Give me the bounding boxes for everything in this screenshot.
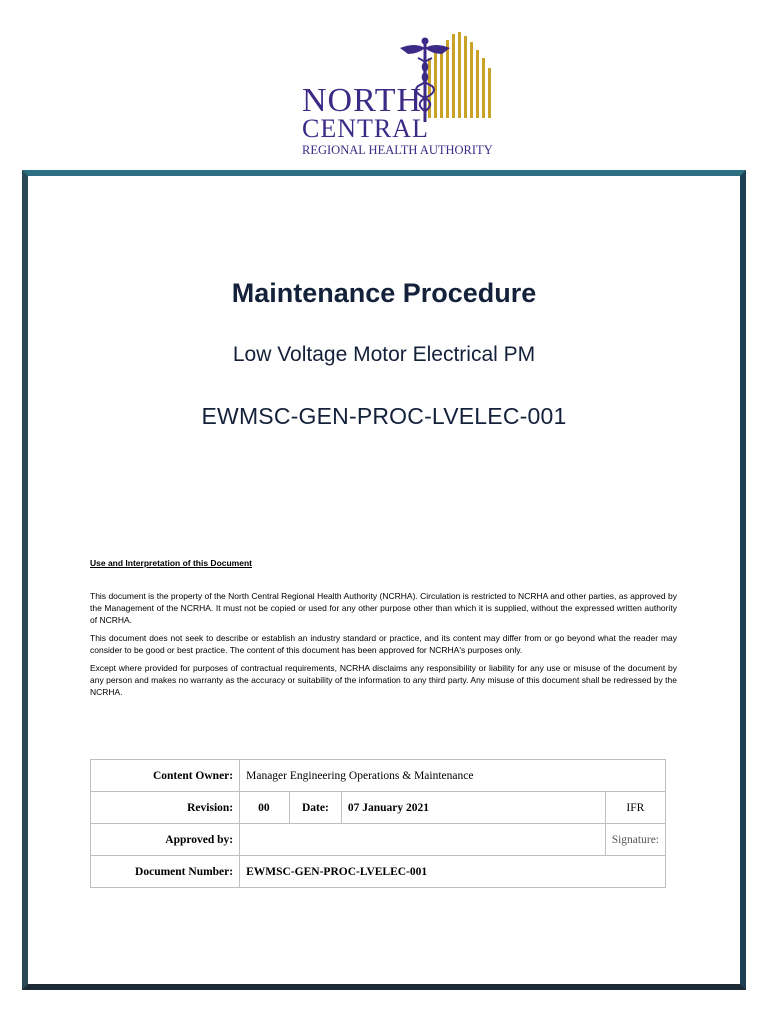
use-interpretation-heading: Use and Interpretation of this Document (90, 558, 252, 568)
content-owner-value: Manager Engineering Operations & Maintenance (240, 760, 666, 792)
approved-by-value (240, 824, 606, 856)
logo-central-text: CENTRAL (302, 114, 429, 143)
status-value: IFR (605, 792, 665, 824)
revision-value: 00 (240, 792, 290, 824)
table-row (91, 760, 666, 792)
disclaimer-paragraph: This document does not seek to describe or establish an industry standard or practice, and its content may differ from or go beyond what the reader may consider to be good or best practice. The content of this document has been approved for NCRHA's purposes only. (90, 633, 677, 655)
table-row (91, 824, 666, 856)
document-number-value: EWMSC-GEN-PROC-LVELEC-001 (240, 856, 666, 888)
date-value: 07 January 2021 (341, 792, 605, 824)
date-label: Date: (289, 792, 341, 824)
table-row (91, 792, 666, 824)
signature-label: Signature: (605, 824, 665, 856)
document-subtitle: Low Voltage Motor Electrical PM (232, 343, 536, 366)
content-owner-label: Content Owner: (91, 760, 240, 792)
logo-rha-text: REGIONAL HEALTH AUTHORITY (302, 143, 493, 157)
revision-label: Revision: (91, 792, 240, 824)
table-row (91, 856, 666, 888)
logo-north-text: NORTH (302, 82, 423, 119)
approved-by-label: Approved by: (91, 824, 240, 856)
disclaimer-paragraph: This document is the property of the North Central Regional Health Authority (NCRHA). Circulation is restricted to NCRHA and other parties, as approved by the Management of the NCRHA. It must not be copied or used for any other purpose other than which it is supplied, without the expressed written authority of NCRHA. (90, 591, 677, 625)
disclaimer-paragraphs (90, 590, 677, 704)
document-code: EWMSC-GEN-PROC-LVELEC-001 (201, 403, 567, 429)
document-title: Maintenance Procedure (231, 278, 537, 308)
document-number-label: Document Number: (91, 856, 240, 888)
document-info-table (90, 759, 666, 888)
disclaimer-paragraph: Except where provided for purposes of contractual requirements, NCRHA disclaims any responsibility or liability for any use or misuse of the document by any person and makes no warranty as the accuracy or suitability of the information to any third party. Any misuse of this document shall be redressed by the NCRHA. (90, 663, 677, 697)
ncrha-logo (300, 28, 500, 160)
